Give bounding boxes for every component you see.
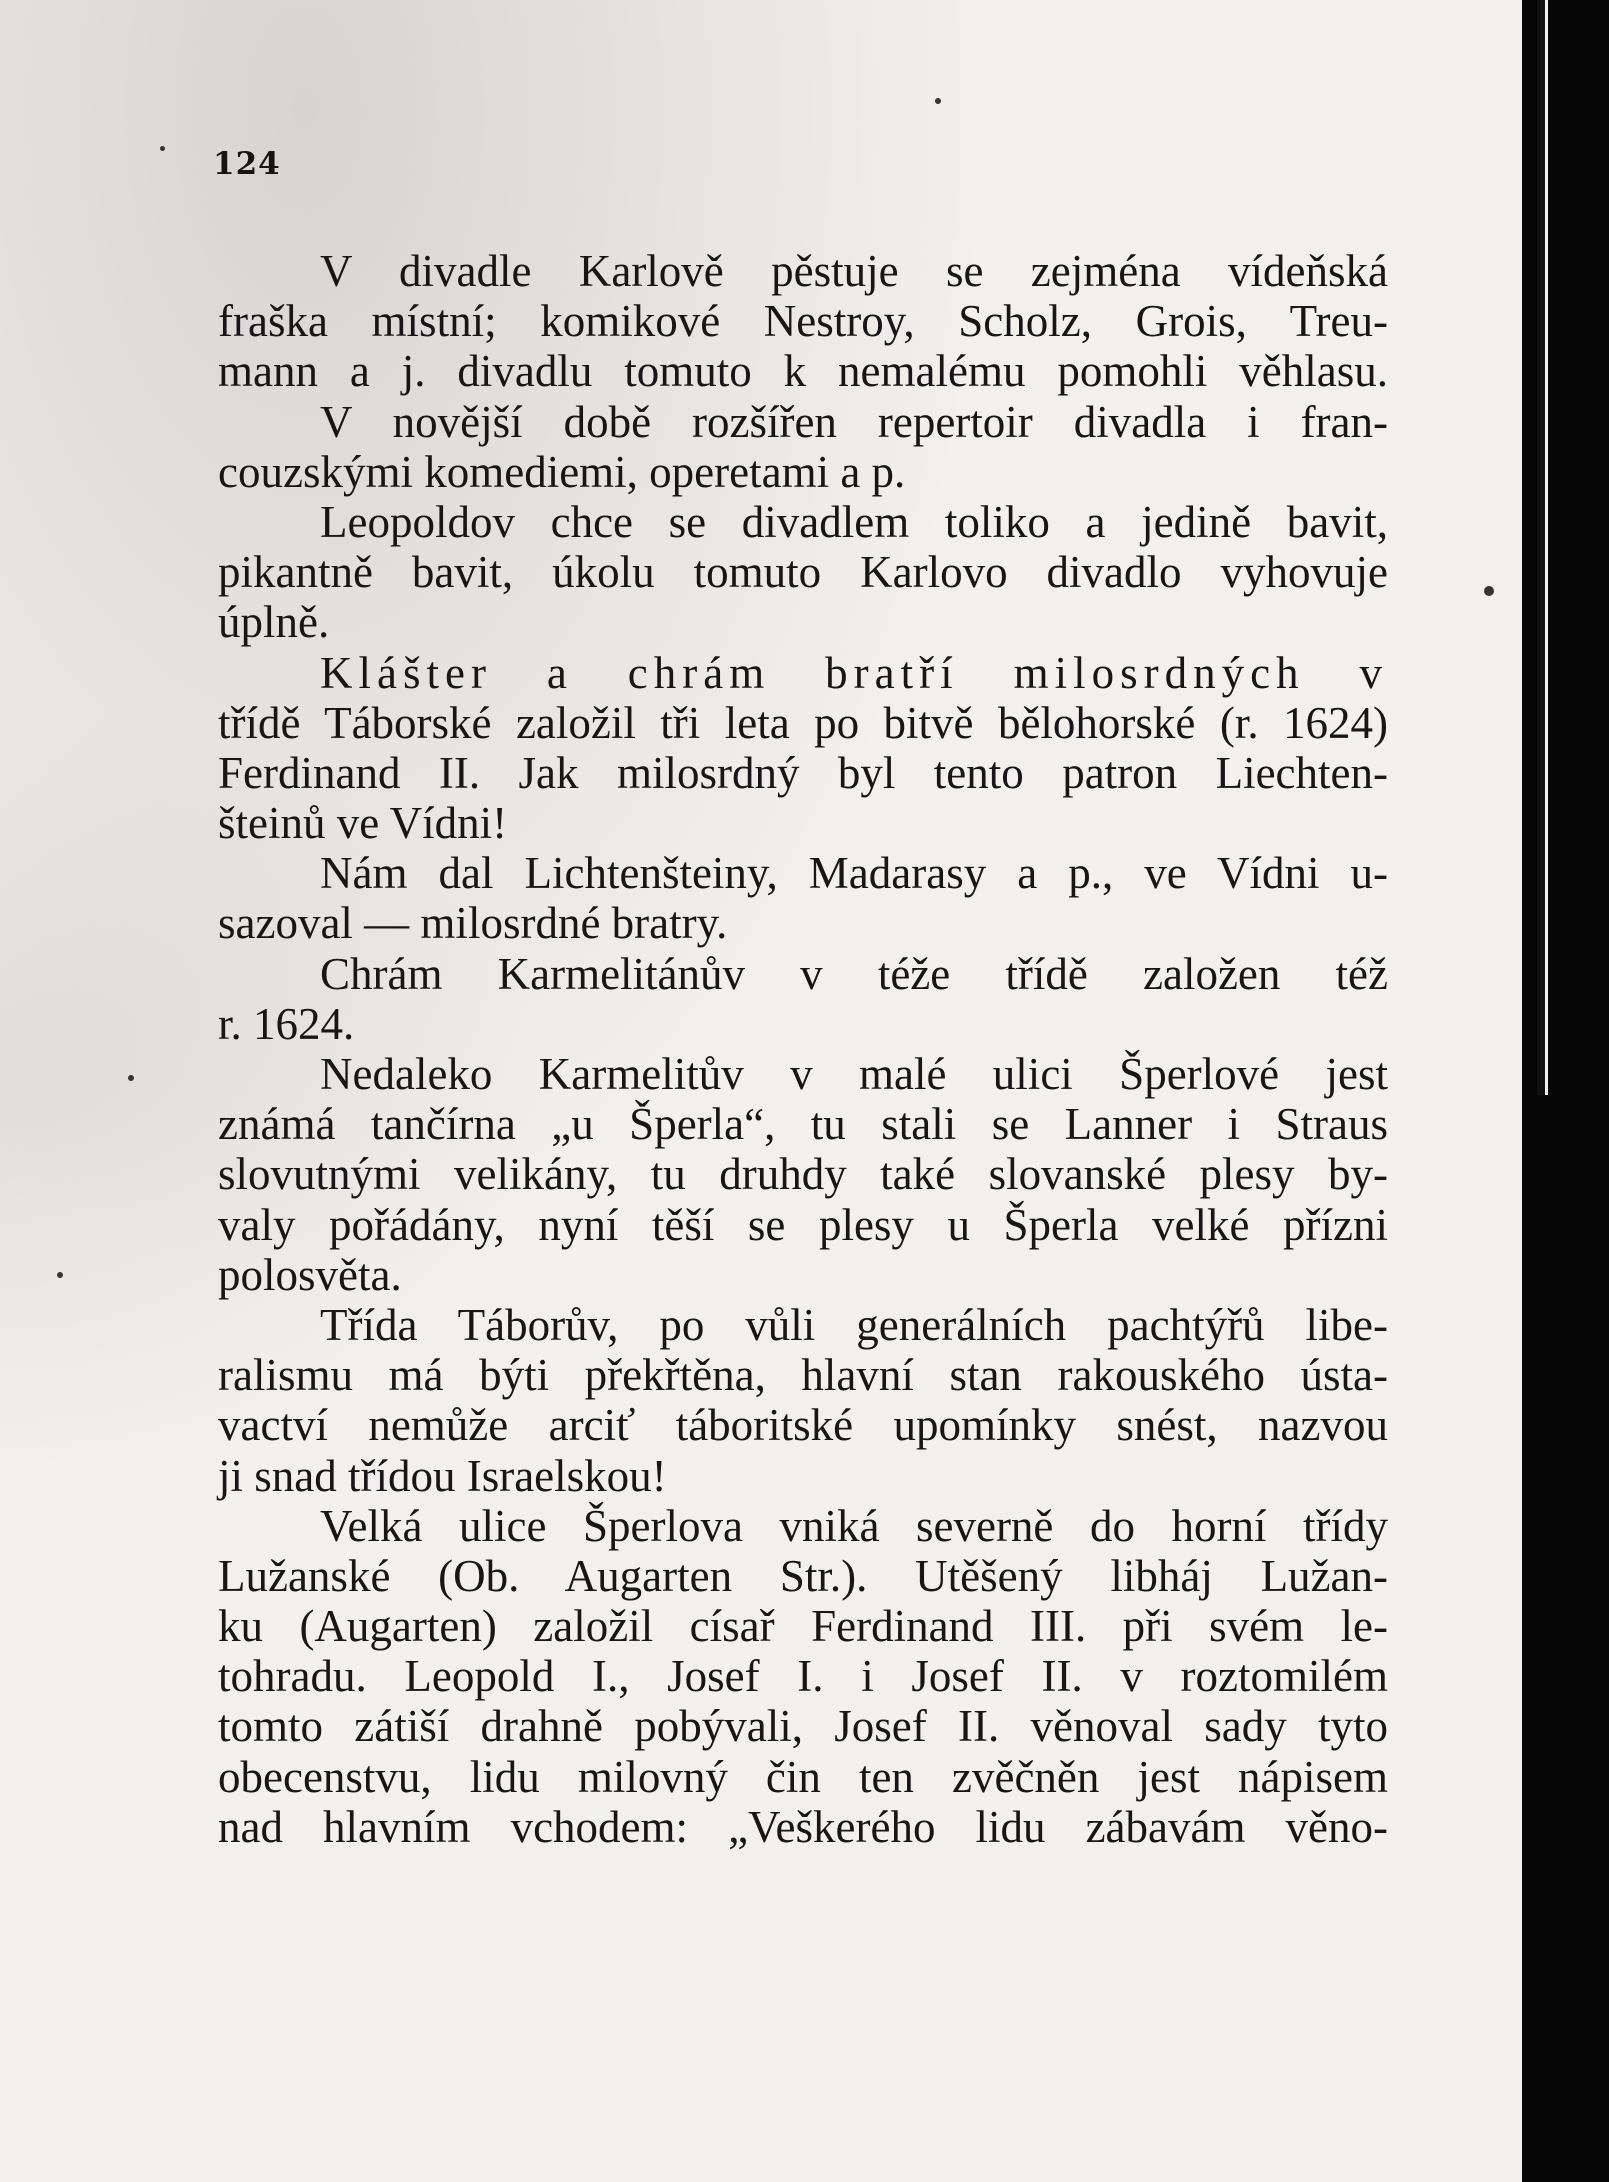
page-number: 124	[213, 146, 281, 182]
text-line: Leopoldov chce se divadlem toliko a jedině bavit,	[320, 496, 1388, 547]
text-line: tohradu. Leopold I., Josef I. i Josef II. v roztomilém	[218, 1651, 1388, 1702]
text-line: Ferdinand II. Jak milosrdný byl tento patron Liechten-	[218, 747, 1388, 798]
print-speck	[935, 98, 941, 104]
text-line: ku (Augarten) založil císař Ferdinand III. při svém le-	[218, 1601, 1388, 1652]
text-line: Velká ulice Šperlova vniká severně do horní třídy	[320, 1500, 1388, 1551]
text-line: obecenstvu, lidu milovný čin ten zvěčněn jest nápisem	[218, 1751, 1388, 1802]
text-line: šteinů ve Vídni!	[218, 798, 508, 849]
print-speck	[1484, 586, 1494, 596]
text-line: valy pořádány, nyní těší se plesy u Šperla velké přízni	[218, 1199, 1388, 1250]
text-line: sazoval — milosrdné bratry.	[218, 898, 728, 949]
text-line: Lužanské (Ob. Augarten Str.). Utěšený libháj Lužan-	[218, 1550, 1388, 1601]
scan-border	[1522, 0, 1609, 2182]
print-speck	[57, 1272, 63, 1278]
text-line: r. 1624.	[218, 998, 355, 1049]
text-line: úplně.	[218, 597, 330, 648]
text-line: V novější době rozšířen repertoir divadla i fran-	[320, 396, 1388, 447]
text-line: známá tančírna „u Šperla“, tu stali se Lanner i Straus	[218, 1099, 1388, 1150]
text-line: Nám dal Lichtenšteiny, Madarasy a p., ve Vídni u-	[320, 848, 1388, 899]
text-line: Klášter a chrám bratří milosrdných v	[320, 647, 1388, 698]
text-line: ji snad třídou Israelskou!	[218, 1450, 667, 1501]
text-line: mann a j. divadlu tomuto k nemalému pomohli věhlasu.	[218, 346, 1388, 397]
text-line: ralismu má býti překřtěna, hlavní stan rakouského ústa-	[218, 1350, 1388, 1401]
text-line: polosvěta.	[218, 1249, 402, 1300]
text-line: V divadle Karlově pěstuje se zejména vídeňská	[320, 246, 1388, 296]
text-line: třídě Táborské založil tři leta po bitvě bělohorské (r. 1624)	[218, 697, 1388, 748]
text-line: Nedaleko Karmelitův v malé ulici Šperlové jest	[320, 1049, 1388, 1099]
book-spine-edge	[1537, 0, 1548, 1095]
text-line: vactví nemůže arciť táboritské upomínky snést, nazvou	[218, 1400, 1388, 1451]
text-line: tomto zátiší drahně pobývali, Josef II. věnoval sady tyto	[218, 1701, 1388, 1752]
text-line: Chrám Karmelitánův v téže třídě založen též	[320, 948, 1388, 999]
body-text	[218, 246, 1388, 1852]
print-speck	[128, 1075, 134, 1081]
text-line: couzskými komediemi, operetami a p.	[218, 446, 906, 497]
text-line: fraška místní; komikové Nestroy, Scholz, Grois, Treu-	[218, 296, 1388, 347]
text-line: pikantně bavit, úkolu tomuto Karlovo divadlo vyhovuje	[218, 547, 1388, 598]
text-line: nad hlavním vchodem: „Veškerého lidu zábavám věno-	[218, 1801, 1388, 1852]
text-line: slovutnými velikány, tu druhdy také slovanské plesy by-	[218, 1149, 1388, 1200]
print-speck	[160, 146, 165, 151]
text-line: Třída Táborův, po vůli generálních pachtýřů libe-	[320, 1299, 1388, 1350]
